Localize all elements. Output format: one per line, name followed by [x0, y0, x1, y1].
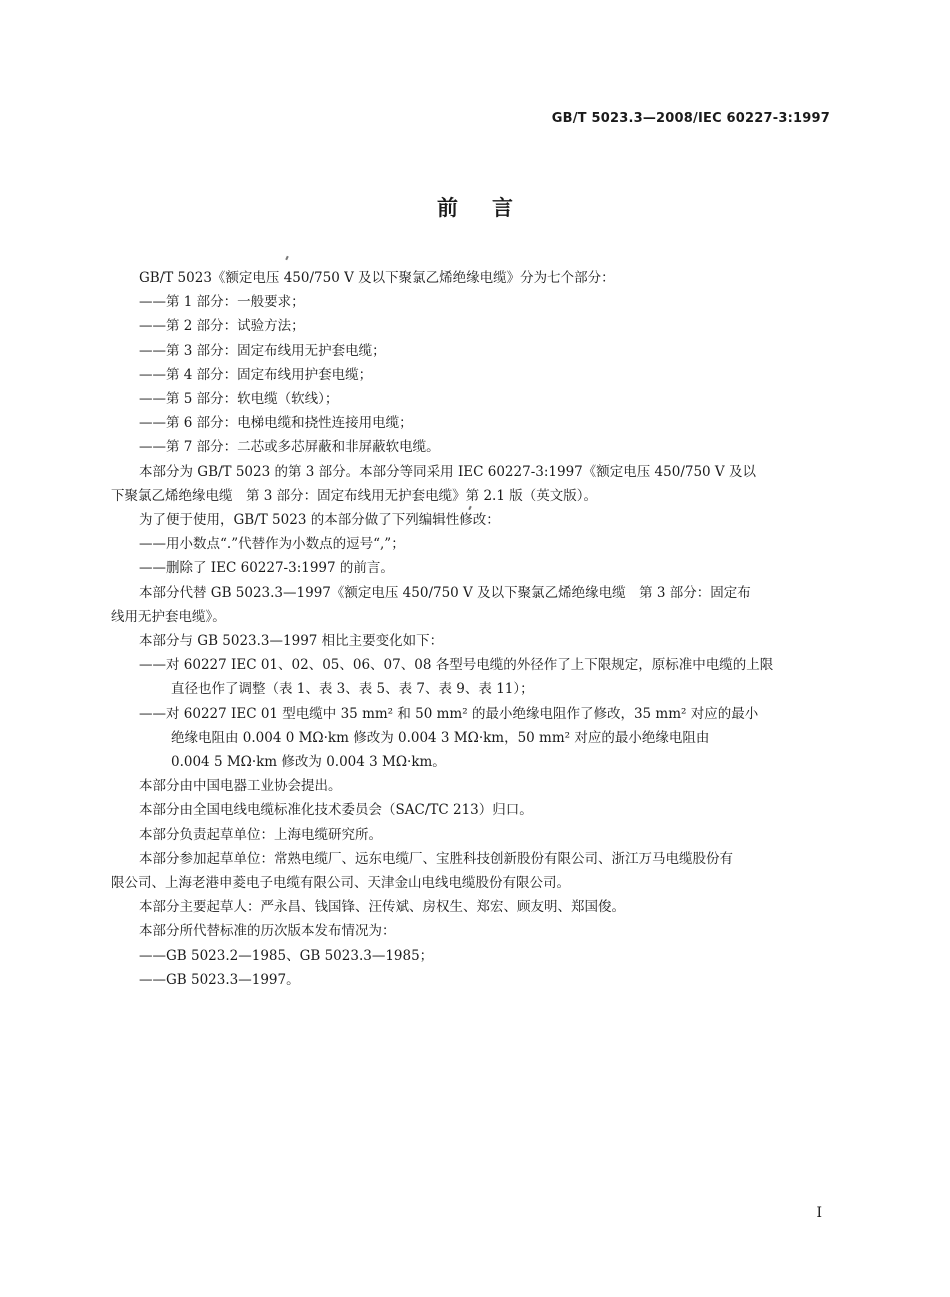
list-item: ——第 4 部分：固定布线用护套电缆；: [139, 366, 373, 383]
paragraph-line: 本部分所代替标准的历次版本发布情况为：: [139, 923, 396, 940]
list-item: ——GB 5023.3—1997。: [139, 971, 300, 988]
list-item: ——第 6 部分：电梯电缆和挠性连接用电缆；: [139, 415, 413, 432]
foreword-body: [111, 266, 831, 992]
list-item: ——对 60227 IEC 01 型电缆中 35 mm² 和 50 mm² 的最小绝缘电阻作了修改，35 mm² 对应的最小: [139, 705, 759, 722]
paragraph-line: 为了便于使用，GB/T 5023 的本部分做了下列编辑性修改：: [139, 512, 500, 529]
list-item: ——第 2 部分：试验方法；: [139, 318, 305, 335]
paragraph-line: 限公司、上海老港申菱电子电缆有限公司、天津金山电线电缆股份有限公司。: [111, 875, 570, 892]
paragraph-line: 本部分为 GB/T 5023 的第 3 部分。本部分等同采用 IEC 60227-3:1997《额定电压 450/750 V 及以: [139, 463, 756, 480]
paragraph-line: 线用无护套电缆》。: [111, 608, 226, 625]
page-number: I: [816, 1205, 822, 1221]
scan-speck: [285, 256, 289, 260]
paragraph-line: 本部分由中国电器工业协会提出。: [139, 778, 342, 795]
paragraph-line: 本部分主要起草人：严永昌、钱国锋、汪传斌、房权生、郑宏、顾友明、郑国俊。: [139, 899, 625, 916]
list-item: ——第 3 部分：固定布线用无护套电缆；: [139, 342, 386, 359]
paragraph-line: 绝缘电阻由 0.004 0 MΩ·km 修改为 0.004 3 MΩ·km，50 mm² 对应的最小绝缘电阻由: [171, 729, 710, 746]
paragraph-line: 下聚氯乙烯绝缘电缆 第 3 部分：固定布线用无护套电缆》第 2.1 版（英文版）。: [111, 487, 597, 504]
list-item: ——用小数点“.”代替作为小数点的逗号“,”；: [139, 536, 405, 553]
list-item: ——对 60227 IEC 01、02、05、06、07、08 各型号电缆的外径作了上下限规定，原标准中电缆的上限: [139, 657, 774, 674]
page-title: 前言: [437, 196, 547, 220]
list-item: ——删除了 IEC 60227-3:1997 的前言。: [139, 560, 394, 577]
standard-code: GB/T 5023.3—2008/IEC 60227-3:1997: [551, 111, 830, 126]
list-item: ——第 7 部分：二芯或多芯屏蔽和非屏蔽软电缆。: [139, 439, 440, 456]
paragraph-line: 本部分与 GB 5023.3—1997 相比主要变化如下：: [139, 633, 444, 650]
paragraph-line: 本部分负责起草单位：上海电缆研究所。: [139, 826, 382, 843]
list-item: ——GB 5023.2—1985、GB 5023.3—1985；: [139, 947, 434, 964]
paragraph-line: 本部分由全国电线电缆标准化技术委员会（SAC/TC 213）归口。: [139, 802, 533, 819]
paragraph-line: GB/T 5023《额定电压 450/750 V 及以下聚氯乙烯绝缘电缆》分为七个部分：: [139, 270, 615, 286]
list-item: ——第 1 部分：一般要求；: [139, 294, 305, 311]
paragraph-line: 直径也作了调整（表 1、表 3、表 5、表 7、表 9、表 11）；: [171, 681, 534, 698]
list-item: ——第 5 部分：软电缆（软线）；: [139, 391, 339, 408]
paragraph-line: 本部分参加起草单位：常熟电缆厂、远东电缆厂、宝胜科技创新股份有限公司、浙江万马电缆股份有: [139, 850, 733, 867]
paragraph-line: 0.004 5 MΩ·km 修改为 0.004 3 MΩ·km。: [171, 754, 446, 771]
paragraph-line: 本部分代替 GB 5023.3—1997《额定电压 450/750 V 及以下聚氯乙烯绝缘电缆 第 3 部分：固定布: [139, 584, 751, 601]
